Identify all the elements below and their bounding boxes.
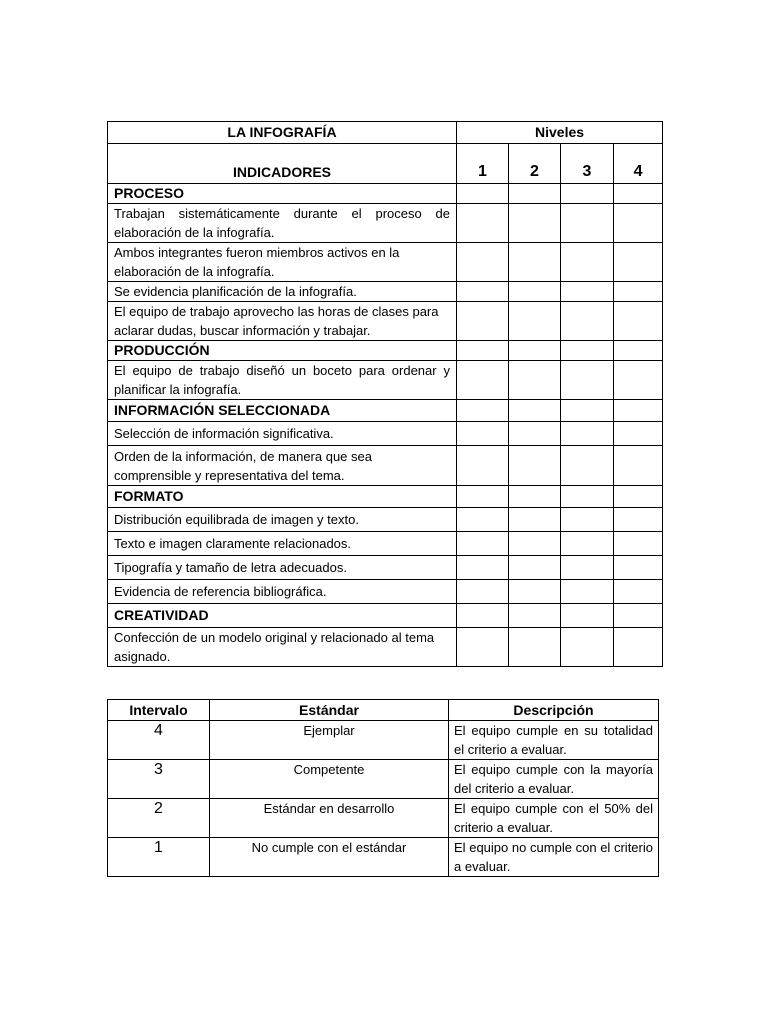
section-row [108, 486, 663, 508]
level-cell[interactable] [614, 400, 663, 422]
indicator-text: El equipo de trabajo aprovecho las horas de clases para aclarar dudas, buscar información y trabajar. [108, 302, 457, 341]
indicator-row [108, 556, 663, 580]
indicator-text: Confección de un modelo original y relacionado al tema asignado. [108, 628, 457, 667]
indicator-text: Texto e imagen claramente relacionados. [108, 532, 457, 556]
level-cell[interactable] [509, 628, 561, 667]
level-cell[interactable] [457, 400, 509, 422]
level-cell[interactable] [561, 604, 614, 628]
level-cell[interactable] [614, 204, 663, 243]
indicator-text: Selección de información significativa. [108, 422, 457, 446]
level-cell[interactable] [614, 302, 663, 341]
indicator-row [108, 580, 663, 604]
level-cell[interactable] [457, 184, 509, 204]
interval-value: 2 [108, 799, 210, 838]
level-cell[interactable] [457, 508, 509, 532]
level-cell[interactable] [457, 556, 509, 580]
description-header: Descripción [449, 700, 659, 721]
level-cell[interactable] [614, 446, 663, 486]
rubric-title-row [108, 122, 663, 144]
scale-row [108, 721, 659, 760]
section-row [108, 400, 663, 422]
interval-value: 4 [108, 721, 210, 760]
level-cell[interactable] [509, 532, 561, 556]
indicator-text: Orden de la información, de manera que sea comprensible y representativa del tema. [108, 446, 457, 486]
section-title: INFORMACIÓN SELECCIONADA [108, 400, 457, 422]
level-cell[interactable] [561, 184, 614, 204]
level-cell[interactable] [614, 508, 663, 532]
level-cell[interactable] [509, 556, 561, 580]
level-cell[interactable] [561, 508, 614, 532]
standard-value: Ejemplar [210, 721, 449, 760]
level-cell[interactable] [614, 282, 663, 302]
level-cell[interactable] [614, 532, 663, 556]
interval-header: Intervalo [108, 700, 210, 721]
level-cell[interactable] [457, 422, 509, 446]
level-cell[interactable] [509, 302, 561, 341]
level-1-header: 1 [457, 144, 509, 184]
level-cell[interactable] [561, 422, 614, 446]
scale-table [107, 699, 659, 877]
interval-value: 1 [108, 838, 210, 877]
levels-label: Niveles [457, 122, 663, 144]
level-cell[interactable] [509, 422, 561, 446]
level-cell[interactable] [614, 422, 663, 446]
description-value: El equipo cumple con la mayoría del criterio a evaluar. [449, 760, 659, 799]
description-value: El equipo no cumple con el criterio a evaluar. [449, 838, 659, 877]
indicator-text: Distribución equilibrada de imagen y texto. [108, 508, 457, 532]
standard-header: Estándar [210, 700, 449, 721]
level-cell[interactable] [614, 361, 663, 400]
level-cell[interactable] [509, 604, 561, 628]
indicator-row [108, 508, 663, 532]
level-cell[interactable] [509, 341, 561, 361]
level-cell[interactable] [457, 361, 509, 400]
indicator-row [108, 422, 663, 446]
level-cell[interactable] [561, 243, 614, 282]
level-cell[interactable] [509, 400, 561, 422]
indicator-text: El equipo de trabajo diseñó un boceto para ordenar y planificar la infografía. [108, 361, 457, 400]
indicators-label: INDICADORES [108, 144, 457, 184]
level-cell[interactable] [614, 486, 663, 508]
indicator-text: Tipografía y tamaño de letra adecuados. [108, 556, 457, 580]
description-value: El equipo cumple con el 50% del criterio a evaluar. [449, 799, 659, 838]
level-cell[interactable] [561, 446, 614, 486]
level-cell[interactable] [509, 243, 561, 282]
indicator-row [108, 628, 663, 667]
section-title: CREATIVIDAD [108, 604, 457, 628]
scale-row [108, 838, 659, 877]
level-cell[interactable] [509, 446, 561, 486]
level-cell[interactable] [457, 282, 509, 302]
level-cell[interactable] [457, 604, 509, 628]
level-cell[interactable] [457, 302, 509, 341]
indicator-row [108, 282, 663, 302]
level-cell[interactable] [561, 302, 614, 341]
level-cell[interactable] [509, 486, 561, 508]
level-cell[interactable] [509, 361, 561, 400]
section-title: PROCESO [108, 184, 457, 204]
level-cell[interactable] [614, 580, 663, 604]
level-cell[interactable] [509, 508, 561, 532]
level-cell[interactable] [561, 532, 614, 556]
level-cell[interactable] [561, 204, 614, 243]
level-cell[interactable] [509, 580, 561, 604]
section-title: FORMATO [108, 486, 457, 508]
level-cell[interactable] [457, 341, 509, 361]
level-cell[interactable] [457, 204, 509, 243]
interval-value: 3 [108, 760, 210, 799]
level-cell[interactable] [561, 556, 614, 580]
level-3-header: 3 [561, 144, 614, 184]
indicator-row [108, 361, 663, 400]
level-cell[interactable] [457, 532, 509, 556]
level-cell[interactable] [457, 628, 509, 667]
level-cell[interactable] [614, 243, 663, 282]
level-2-header: 2 [509, 144, 561, 184]
level-cell[interactable] [509, 204, 561, 243]
level-cell[interactable] [561, 628, 614, 667]
level-cell[interactable] [457, 580, 509, 604]
indicator-row [108, 302, 663, 341]
level-4-header: 4 [614, 144, 663, 184]
level-cell[interactable] [509, 184, 561, 204]
standard-value: Competente [210, 760, 449, 799]
scale-header-row [108, 700, 659, 721]
level-cell[interactable] [561, 580, 614, 604]
level-cell[interactable] [509, 282, 561, 302]
level-cell[interactable] [457, 446, 509, 486]
standard-value: Estándar en desarrollo [210, 799, 449, 838]
indicator-row [108, 243, 663, 282]
scale-row [108, 760, 659, 799]
rubric-header-row [108, 144, 663, 184]
level-cell[interactable] [614, 556, 663, 580]
indicator-text: Ambos integrantes fueron miembros activos en la elaboración de la infografía. [108, 243, 457, 282]
indicator-row [108, 204, 663, 243]
level-cell[interactable] [614, 341, 663, 361]
section-title: PRODUCCIÓN [108, 341, 457, 361]
level-cell[interactable] [614, 184, 663, 204]
section-row [108, 184, 663, 204]
standard-value: No cumple con el estándar [210, 838, 449, 877]
level-cell[interactable] [561, 486, 614, 508]
indicator-text: Se evidencia planificación de la infografía. [108, 282, 457, 302]
indicator-text: Evidencia de referencia bibliográfica. [108, 580, 457, 604]
rubric-table [107, 121, 663, 667]
section-row [108, 604, 663, 628]
level-cell[interactable] [561, 361, 614, 400]
indicator-text: Trabajan sistemáticamente durante el proceso de elaboración de la infografía. [108, 204, 457, 243]
level-cell[interactable] [614, 628, 663, 667]
level-cell[interactable] [614, 604, 663, 628]
description-value: El equipo cumple en su totalidad el criterio a evaluar. [449, 721, 659, 760]
section-row [108, 341, 663, 361]
scale-row [108, 799, 659, 838]
level-cell[interactable] [457, 243, 509, 282]
level-cell[interactable] [561, 282, 614, 302]
level-cell[interactable] [561, 400, 614, 422]
rubric-title: LA INFOGRAFÍA [108, 122, 457, 144]
indicator-row [108, 532, 663, 556]
indicator-row [108, 446, 663, 486]
level-cell[interactable] [561, 341, 614, 361]
level-cell[interactable] [457, 486, 509, 508]
